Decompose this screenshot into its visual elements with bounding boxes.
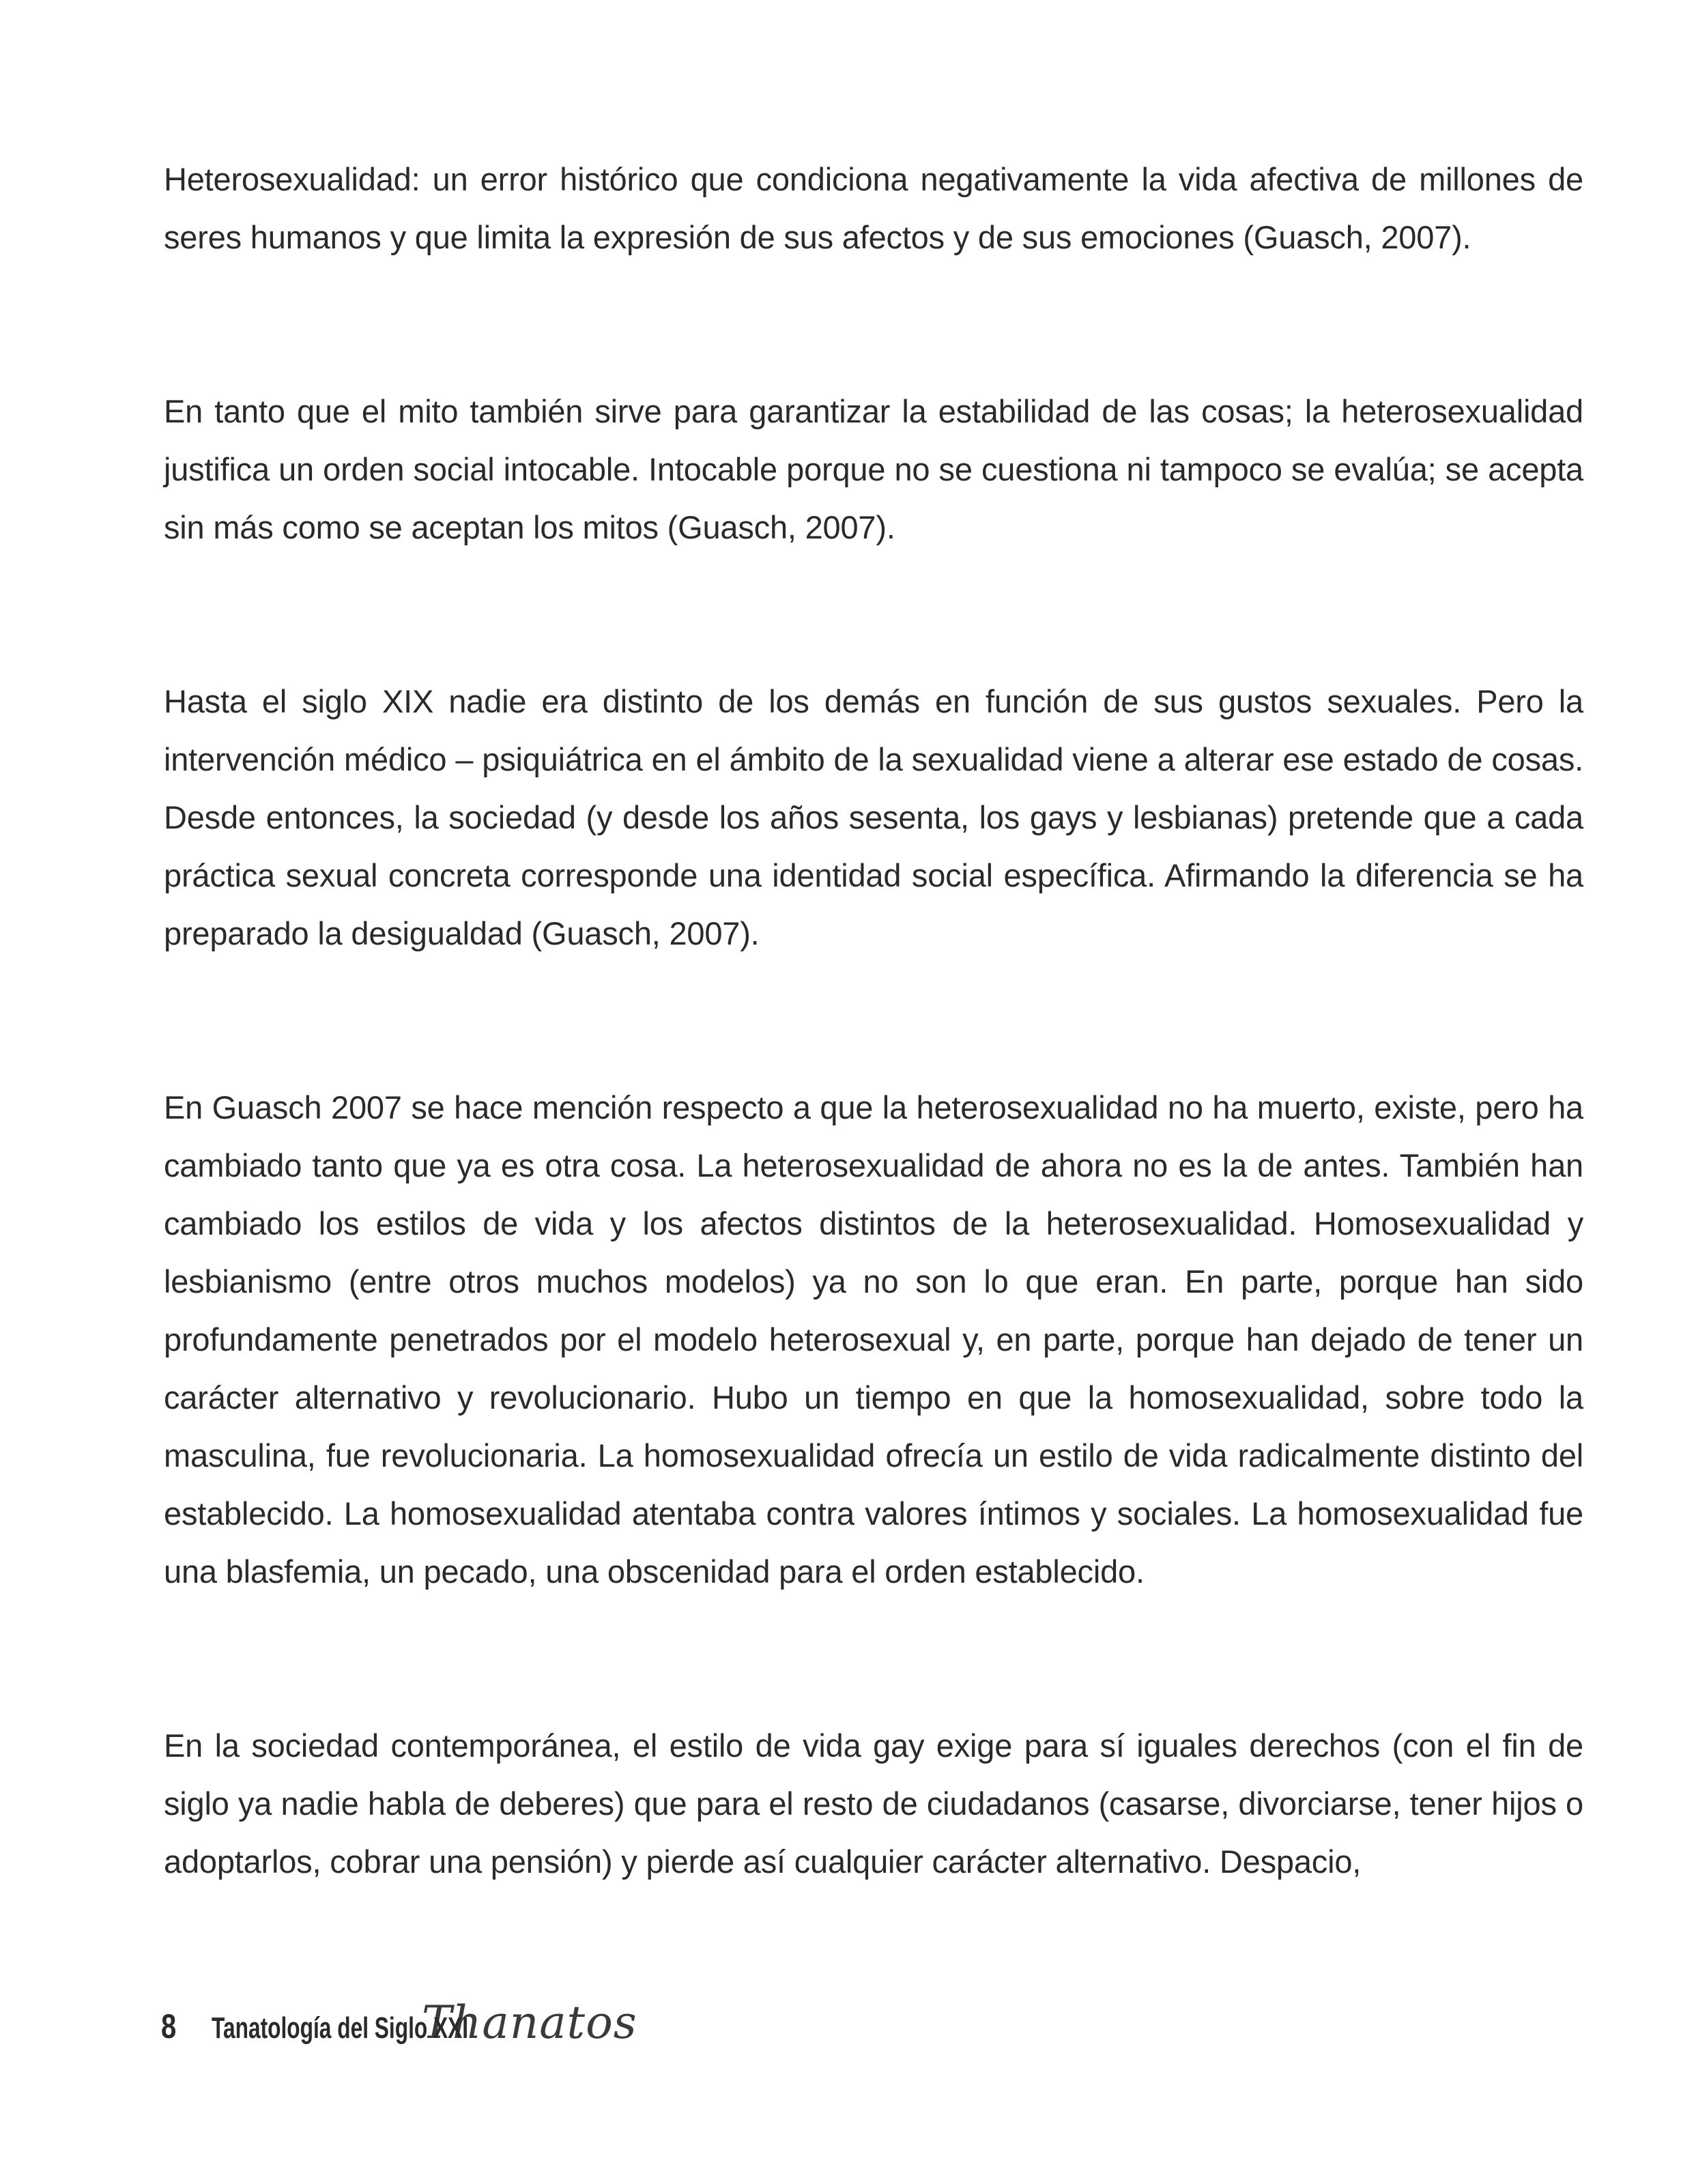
paragraph-siglo-xix: Hasta el siglo XIX nadie era distinto de los demás en función de sus gustos sexuales. Pero la intervención médico – psiquiátrica en el ámbito de la sexualidad viene a alterar ese estado de cosas. Desde entonces, la sociedad (y desde los años sesenta, los gays y lesbianas) pretende que a cada práctica sexual concreta corresponde una identidad social específica. Afirmando la diferencia se ha preparado la desigualdad (Guasch, 2007). xyxy=(164,683,1583,951)
journal-name: Tanatología del Siglo XXI xyxy=(211,2011,468,2045)
paragraph-sociedad-contemporanea: En la sociedad contemporánea, el estilo de vida gay exige para sí iguales derechos (con el fin de siglo ya nadie habla de deberes) que para el resto de ciudadanos (casarse, divorciarse, tener hijos o adoptarlos, cobrar una pensión) y pierde así cualquier carácter alternativo. Despacio, xyxy=(164,1727,1583,1880)
paragraph-guasch-2007: En Guasch 2007 se hace mención respecto a que la heterosexualidad no ha muerto, existe, pero ha cambiado tanto que ya es otra cosa. La heterosexualidad de ahora no es la de antes. También han cambiado los estilos de vida y los afectos distintos de la heterosexualidad. Homosexualidad y lesbianismo (entre otros muchos modelos) ya no son lo que eran. En parte, porque han sido profundamente penetrados por el modelo heterosexual y, en parte, porque han dejado de tener un carácter alternativo y revolucionario. Hubo un tiempo en que la homosexualidad, sobre todo la masculina, fue revolucionaria. La homosexualidad ofrecía un estilo de vida radicalmente distinto del establecido. La homosexualidad atentaba contra valores íntimos y sociales. La homosexualidad fue una blasfemia, un pecado, una obscenidad para el orden establecido. xyxy=(164,1089,1583,1590)
page-footer xyxy=(161,1996,637,2058)
paragraph-heterosexualidad-error: Heterosexualidad: un error histórico que condiciona negativamente la vida afectiva de millones de seres humanos y que limita la expresión de sus afectos y de sus emociones (Guasch, 2007). xyxy=(164,161,1583,255)
page-body xyxy=(164,150,1583,1891)
paragraph-mito-estabilidad: En tanto que el mito también sirve para garantizar la estabilidad de las cosas; la heterosexualidad justifica un orden social intocable. Intocable porque no se cuestiona ni tampoco se evalúa; se acepta sin más como se aceptan los mitos (Guasch, 2007). xyxy=(164,393,1583,545)
page-number: 8 xyxy=(161,2007,177,2045)
journal-logo: Thanatos xyxy=(421,1996,637,2049)
